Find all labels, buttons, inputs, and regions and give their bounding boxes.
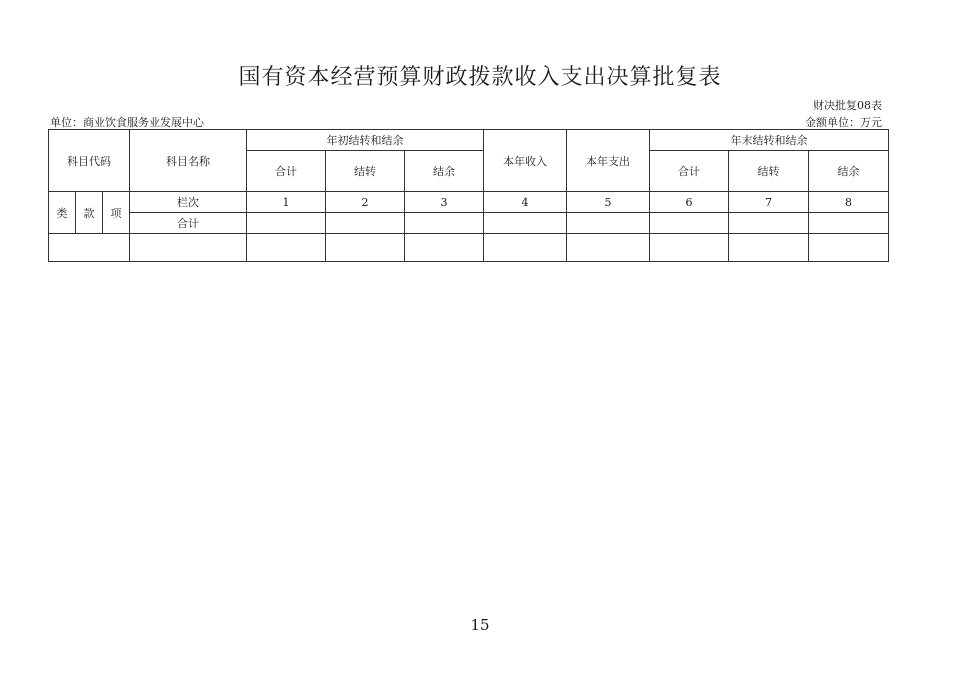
table-cell — [650, 213, 729, 234]
total-row — [49, 213, 889, 234]
expense-header: 本年支出 — [567, 130, 650, 192]
income-header: 本年收入 — [484, 130, 567, 192]
money-unit-label: 金额单位：万元 — [805, 116, 882, 129]
table-cell — [484, 213, 567, 234]
end-group-header: 年末结转和结余 — [650, 130, 889, 151]
table-cell — [567, 234, 650, 262]
table-cell — [729, 234, 809, 262]
column-number: 2 — [326, 192, 405, 213]
code-kuan-header: 款 — [76, 192, 103, 234]
column-number: 5 — [567, 192, 650, 213]
report-title: 国有资本经营预算财政拨款收入支出决算批复表 — [238, 65, 722, 90]
table-cell — [809, 213, 889, 234]
table-cell — [247, 213, 326, 234]
table-cell — [650, 234, 729, 262]
begin-balance-header: 结余 — [405, 151, 484, 192]
table-cell — [326, 213, 405, 234]
end-total-header: 合计 — [650, 151, 729, 192]
unit-label: 单位：商业饮食服务业发展中心 — [50, 116, 204, 129]
column-row-label: 栏次 — [130, 192, 247, 213]
table-cell — [729, 213, 809, 234]
column-number: 6 — [650, 192, 729, 213]
table-cell — [567, 213, 650, 234]
end-carry-header: 结转 — [729, 151, 809, 192]
form-number: 财决批复08表 — [813, 99, 882, 112]
subject-name-header: 科目名称 — [130, 130, 247, 192]
empty-row — [49, 234, 889, 262]
table-cell — [809, 234, 889, 262]
column-number: 4 — [484, 192, 567, 213]
header-row-1 — [49, 130, 889, 151]
subject-code-header: 科目代码 — [49, 130, 130, 192]
table-cell — [130, 234, 247, 262]
column-number: 7 — [729, 192, 809, 213]
begin-total-header: 合计 — [247, 151, 326, 192]
end-balance-header: 结余 — [809, 151, 889, 192]
table-cell — [49, 234, 130, 262]
page-number: 15 — [470, 616, 490, 634]
table-cell — [405, 234, 484, 262]
code-lei-header: 类 — [49, 192, 76, 234]
column-number: 8 — [809, 192, 889, 213]
code-xiang-header: 项 — [103, 192, 130, 234]
table-cell — [247, 234, 326, 262]
column-number-row — [49, 192, 889, 213]
begin-group-header: 年初结转和结余 — [247, 130, 484, 151]
begin-carry-header: 结转 — [326, 151, 405, 192]
table-cell — [405, 213, 484, 234]
column-number: 1 — [247, 192, 326, 213]
table-cell — [484, 234, 567, 262]
total-row-label: 合计 — [130, 213, 247, 234]
budget-table — [48, 129, 889, 262]
column-number: 3 — [405, 192, 484, 213]
table-cell — [326, 234, 405, 262]
